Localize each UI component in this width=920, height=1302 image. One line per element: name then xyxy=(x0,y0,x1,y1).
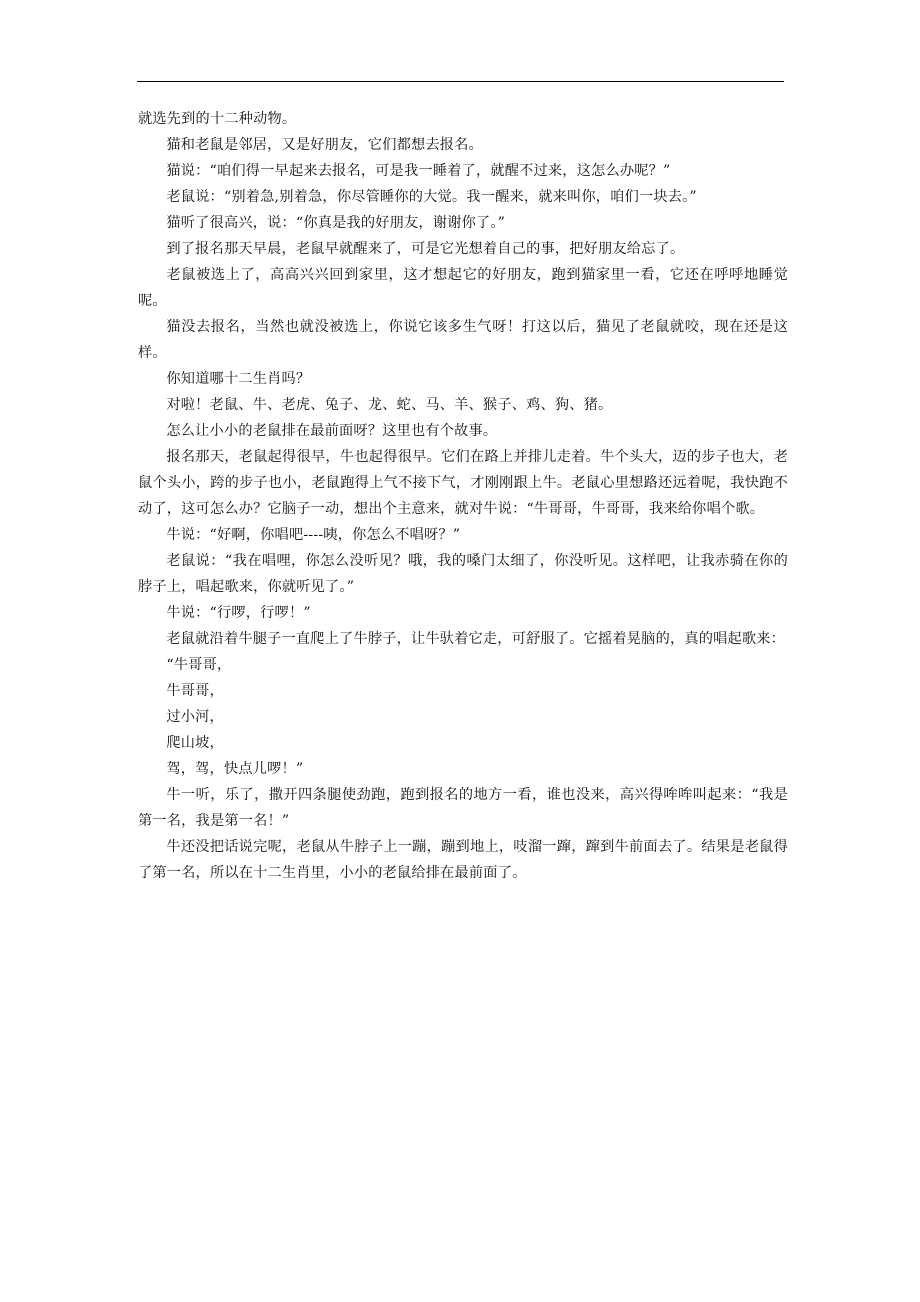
paragraph: 到了报名那天早晨，老鼠早就醒来了，可是它光想着自己的事，把好朋友给忘了。 xyxy=(166,241,685,257)
paragraph: 牛说：“好啊，你唱吧----咦，你怎么不唱呀？” xyxy=(166,527,461,543)
song-line: 牛哥哥， xyxy=(166,683,224,699)
paragraph: 猫和老鼠是邻居，又是好朋友，它们都想去报名。 xyxy=(166,137,483,153)
paragraph: 牛还没把话说完呢，老鼠从牛脖子上一蹦，蹦到地上，吱溜一蹿，蹿到牛前面去了。结果是老鼠得了第一名，所以在十二生肖里，小小的老鼠给排在最前面了。 xyxy=(138,839,788,881)
paragraph: 报名那天，老鼠起得很早，牛也起得很早。它们在路上并排儿走着。牛个头大，迈的步子也大，老鼠个头小，跨的步子也小，老鼠跑得上气不接下气，才刚刚跟上牛。老鼠心里想路还远着呢，我快跑不动了，这可怎么办？它脑子一动，想出个主意来，就对牛说：“牛哥哥，牛哥哥，我来给你唱个歌。 xyxy=(138,449,788,517)
paragraph: 老鼠就沿着牛腿子一直爬上了牛脖子，让牛驮着它走，可舒服了。它摇着晃脑的，真的唱起歌来： xyxy=(166,631,786,647)
paragraph: 就选先到的十二种动物。 xyxy=(138,111,297,127)
song-line: “牛哥哥， xyxy=(166,657,232,673)
paragraph: 你知道哪十二生肖吗？ xyxy=(166,371,311,387)
paragraph: 牛说：“行啰，行啰！” xyxy=(166,605,311,621)
paragraph: 老鼠说：“我在唱哩，你怎么没听见？哦，我的嗓门太细了，你没听见。这样吧，让我赤骑在你的脖子上，唱起歌来，你就听见了。” xyxy=(138,553,788,595)
paragraph: 对啦！老鼠、牛、老虎、兔子、龙、蛇、马、羊、猴子、鸡、狗、猪。 xyxy=(166,397,613,413)
paragraph: 猫说：“咱们得一早起来去报名，可是我一睡着了，就醒不过来，这怎么办呢？” xyxy=(166,163,671,179)
paragraph: 猫没去报名，当然也就没被选上，你说它该多生气呀！打这以后，猫见了老鼠就咬，现在还是这样。 xyxy=(138,319,788,361)
paragraph: 老鼠被选上了，高高兴兴回到家里，这才想起它的好朋友，跑到猫家里一看，它还在呼呼地睡觉呢。 xyxy=(138,267,788,309)
song-line: 爬山坡， xyxy=(166,735,224,751)
paragraph: 怎么让小小的老鼠排在最前面呀？这里也有个故事。 xyxy=(166,423,498,439)
header-rule xyxy=(137,81,784,82)
paragraph: 牛一听，乐了，撒开四条腿使劲跑，跑到报名的地方一看，谁也没来，高兴得哞哞叫起来：“我是第一名，我是第一名！” xyxy=(138,787,788,829)
paragraph: 老鼠说：“别着急,别着急，你尽管睡你的大觉。我一醒来，就来叫你，咱们一块去。” xyxy=(166,189,697,205)
song-line: 驾，驾，快点儿啰！” xyxy=(166,761,304,777)
song-line: 过小河， xyxy=(166,709,224,725)
body-text xyxy=(138,106,788,886)
paragraph: 猫听了很高兴，说：“你真是我的好朋友，谢谢你了。” xyxy=(166,215,506,231)
